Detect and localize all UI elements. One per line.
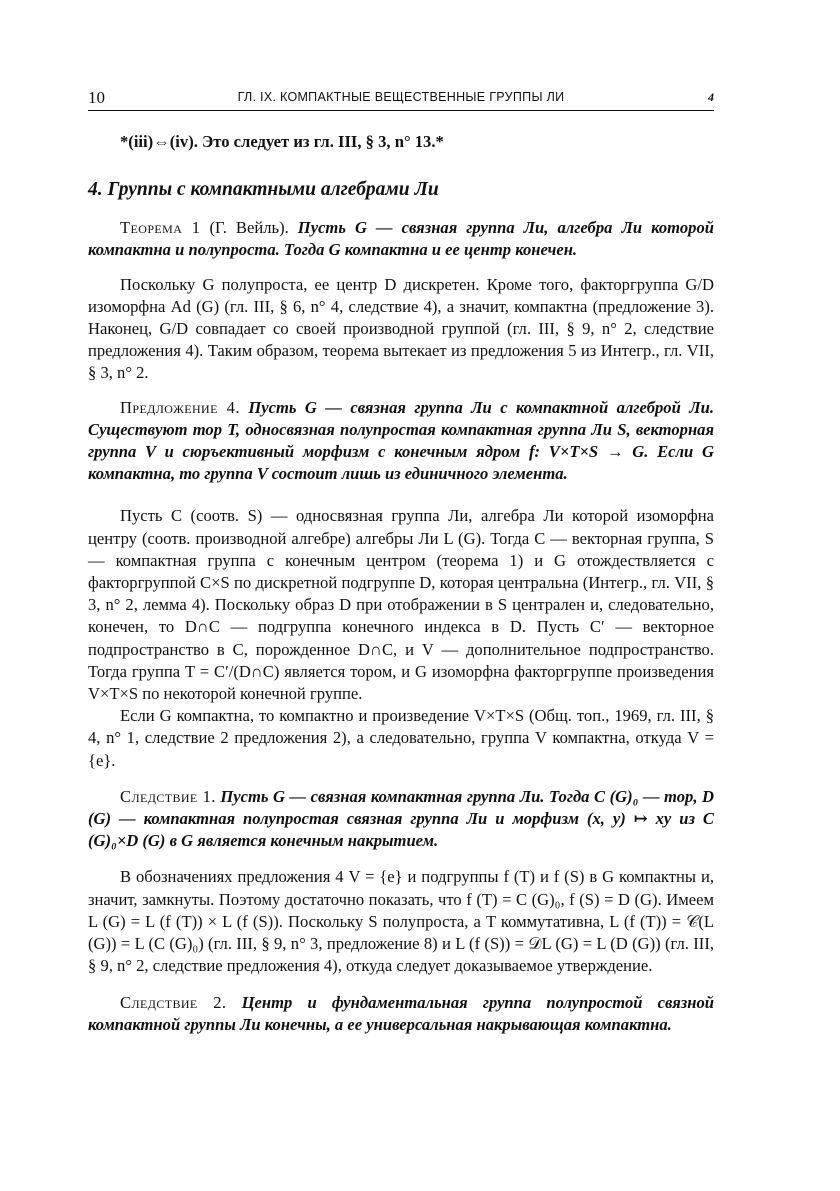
corollary-2-statement: Центр и фундаментальная группа полупростой связной компактной группы Ли конечны, а ее универсальная накрывающая компактна. bbox=[88, 992, 714, 1034]
theorem-1-proof: Поскольку G полупроста, ее центр D дискретен. Кроме того, факторгруппа G/D изоморфна Ad (G) (гл. III, § 6, n° 4, следствие 4), а значит, компактна (предложение 3). Наконец, G/D совпадает со своей производной группой (гл. III, § 9, n° 2, следствие предложения 4). Таким образом, теорема вытекает из предложения 5 из Интегр., гл. VII, § 3, n° 2. bbox=[88, 274, 714, 383]
running-header bbox=[88, 84, 714, 111]
corollary-1 bbox=[88, 786, 714, 853]
corollary-1-label: Следствие 1. bbox=[120, 786, 216, 806]
theorem-1-name: (Г. Вейль). bbox=[209, 218, 289, 238]
corollary-1-statement: Пусть G — связная компактная группа Ли. Тогда C (G)₀ — тор, D (G) — компактная полупростая связная группа Ли и морфизм (x, y) ↦ xy из C (G)₀×D (G) в G является конечным накрытием. bbox=[88, 786, 715, 851]
corollary-2 bbox=[88, 992, 714, 1036]
theorem-1 bbox=[88, 217, 714, 261]
proposition-4-proof-p1: Пусть C (соотв. S) — односвязная группа Ли, алгебра Ли которой изоморфна центру (соотв. производной алгебре) алгебры Ли L (G). Тогда C — векторная группа, S — компактная группа с конечным центром (теорема 1) и G отождествляется с факторгруппой C×S по дискретной подгруппе D, которая центральна (Интегр., гл. VII, § 3, n° 2, лемма 4). Поскольку образ D при отображении в S централен и, следовательно, конечен, то D∩C — подгруппа конечного индекса в D. Пусть C′ — векторное подпространство в C, порожденное D∩C, и V — дополнительное подпространство. Тогда группа T = C′/(D∩C) является тором, и G изоморфна факторгруппе произведения V×T×S по некоторой конечной группе. bbox=[88, 506, 714, 704]
header-mark: 4 bbox=[708, 90, 714, 104]
proposition-4-proof-p2: Если G компактна, то компактно и произведение V×T×S (Общ. топ., 1969, гл. III, § 4, n° 1, следствие 2 предложения 2), а следовательно, группа V компактна, откуда V = {e}. bbox=[88, 706, 714, 770]
book-page bbox=[88, 84, 714, 1036]
section-title: 4. Группы с компактными алгебрами Ли bbox=[88, 179, 439, 201]
corollary-2-label: Следствие 2. bbox=[120, 992, 227, 1012]
intro-line: *(iii)⇔(iv). Это следует из гл. III, § 3, n° 13.* bbox=[120, 132, 444, 151]
theorem-1-statement: Пусть G — связная группа Ли, алгебра Ли которой компактна и полупроста. Тогда G компактна и ее центр конечен. bbox=[88, 218, 714, 260]
page-number: 10 bbox=[88, 88, 105, 107]
theorem-1-label: Теорема 1 bbox=[120, 218, 201, 238]
proposition-4 bbox=[88, 397, 714, 486]
proposition-4-statement: Пусть G — связная группа Ли с компактной алгеброй Ли. Существуют тор T, односвязная полупростая компактная группа Ли S, векторная группа V и сюръективный морфизм с конечным ядром f: V×T×S → G. Если G компактна, то группа V состоит лишь из единичного элемента. bbox=[88, 397, 714, 484]
running-title: ГЛ. IX. КОМПАКТНЫЕ ВЕЩЕСТВЕННЫЕ ГРУППЫ ЛИ bbox=[237, 90, 565, 104]
corollary-1-proof: В обозначениях предложения 4 V = {e} и подгруппы f (T) и f (S) в G компактны и, значит, замкнуты. Поэтому достаточно показать, что f (T) = C (G)₀, f (S) = D (G). Имеем L (G) = L (f (T)) × L (f (S)). Поскольку S полупроста, а T коммутативна, L (f (T)) = 𝒞(L (G)) = L (C (G)₀) (гл. III, § 9, n° 3, предложение 8) и L (f (S)) = 𝒟L (G) = L (D (G)) (гл. III, § 9, n° 2, следствие предложения 4), откуда следует доказываемое утверждение. bbox=[88, 867, 714, 976]
proposition-4-label: Предложение 4. bbox=[120, 397, 240, 417]
